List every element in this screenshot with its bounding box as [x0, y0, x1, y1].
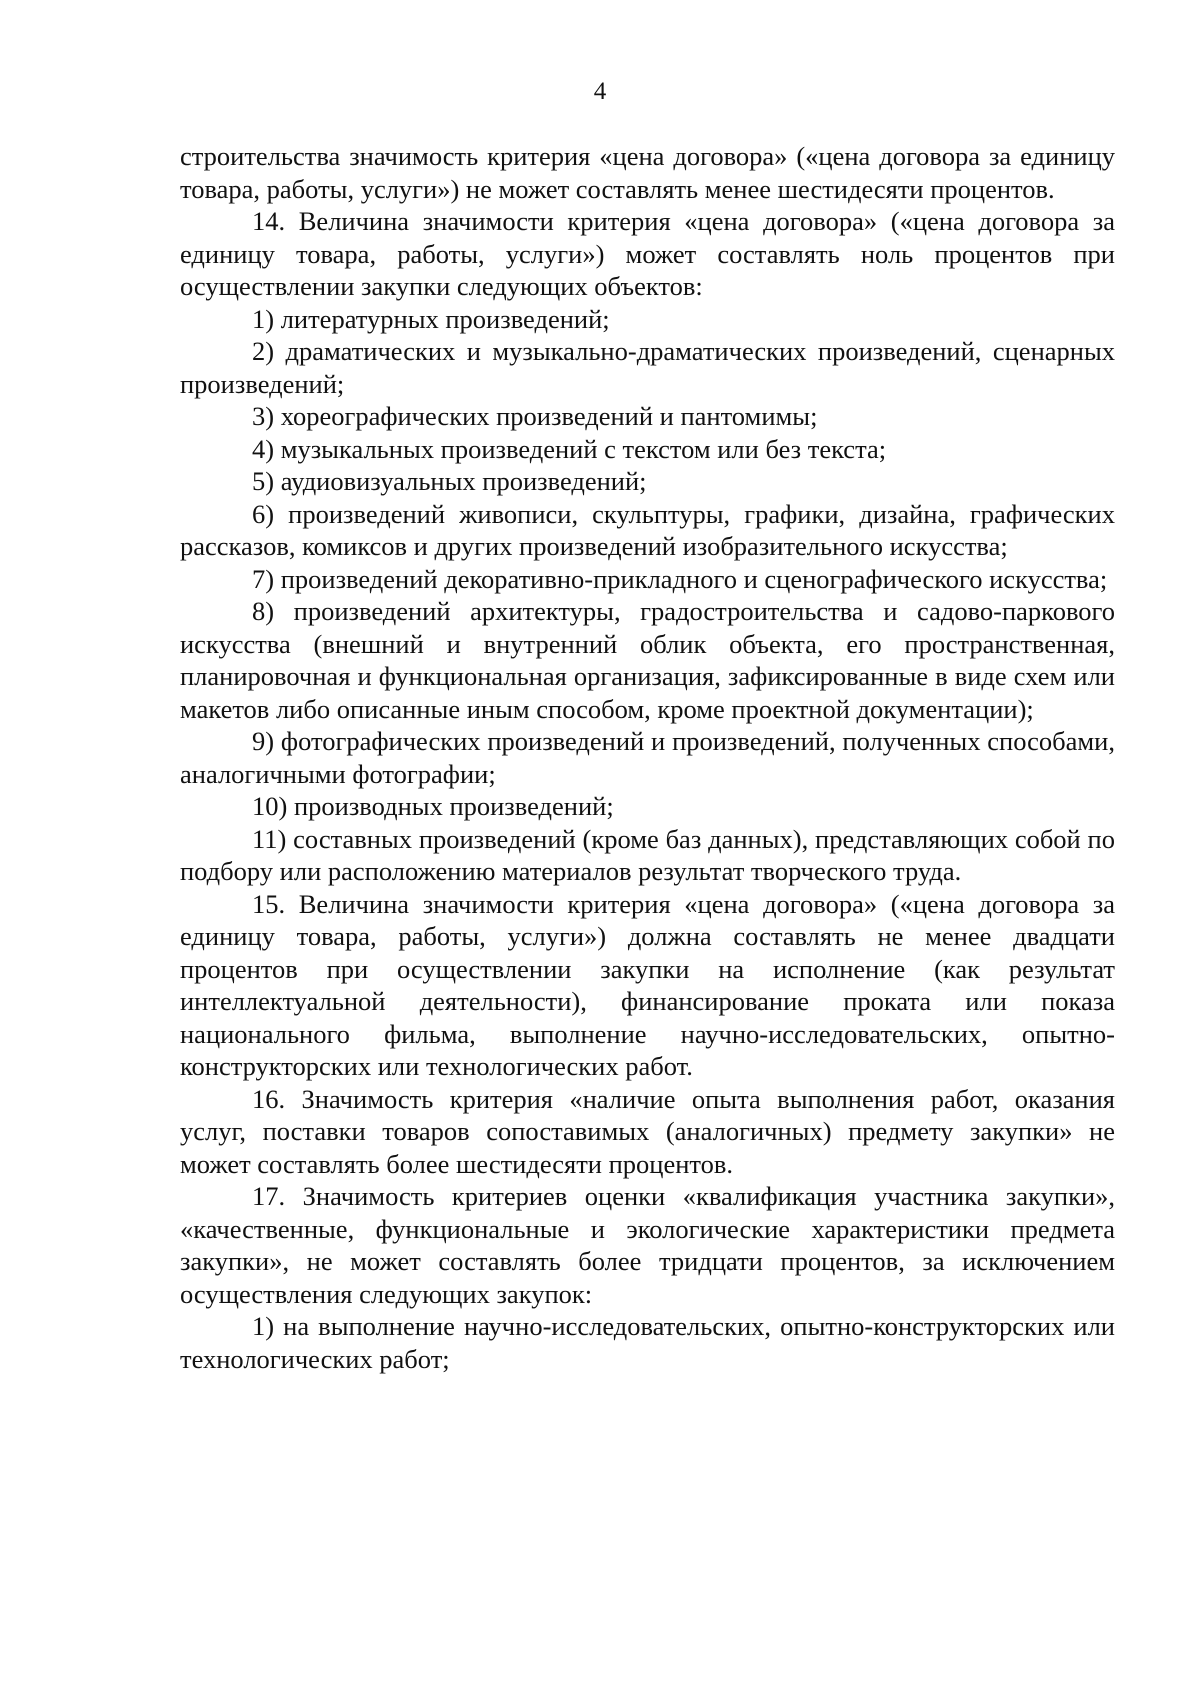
- page-number: 4: [593, 78, 607, 105]
- list-item: 3) хореографических произведений и пантомимы;: [252, 401, 818, 431]
- list-item: 6) произведений живописи, скульптуры, графики, дизайна, графических рассказов, комиксов и других произведений изобразительного искусства;: [180, 498, 1115, 561]
- list-item: 9) фотографических произведений и произведений, полученных способами, аналогичными фотографии;: [180, 726, 1115, 789]
- list-item: 8) произведений архитектуры, градостроительства и садово-паркового искусства (внешний и внутренний облик объекта, его пространственная, планировочная и функциональная организация, зафиксированные в виде схем или макетов либо описанные иным способом, кроме проектной документации);: [180, 596, 1115, 724]
- paragraph-item-16: 16. Значимость критерия «наличие опыта выполнения работ, оказания услуг, поставки товаров сопоставимых (аналогичных) предмету закупки» не может составлять более шестидесяти процентов.: [180, 1083, 1115, 1179]
- paragraph-item-14: 14. Величина значимости критерия «цена договора» («цена договора за единицу товара, работы, услуги») может составлять ноль процентов при осуществлении закупки следующих объектов:: [180, 206, 1115, 301]
- paragraph-continuation: строительства значимость критерия «цена договора» («цена договора за единицу товара, работы, услуги») не может составлять менее шестидесяти процентов.: [180, 141, 1115, 204]
- list-item: 1) на выполнение научно-исследовательских, опытно-конструкторских или технологических работ;: [180, 1311, 1115, 1374]
- paragraph-item-15: 15. Величина значимости критерия «цена договора» («цена договора за единицу товара, работы, услуги») должна составлять не менее двадцати процентов при осуществлении закупки на исполнение (как результат интеллектуальной деятельности), финансирование проката или показа национального фильма, выполнение научно-исследовательских, опытно-конструкторских или технологических работ.: [180, 888, 1115, 1081]
- list-item: 7) произведений декоративно-прикладного и сценографического искусства;: [252, 563, 1108, 594]
- list-item: 10) производных произведений;: [252, 791, 614, 821]
- list-item: 1) литературных произведений;: [252, 303, 610, 334]
- list-item: 4) музыкальных произведений с текстом или без текста;: [252, 433, 887, 464]
- list-item: 5) аудиовизуальных произведений;: [252, 466, 647, 496]
- list-item: 11) составных произведений (кроме баз данных), представляющих собой по подбору или расположению материалов результат творческого труда.: [180, 823, 1115, 886]
- list-item: 2) драматических и музыкально-драматических произведений, сценарных произведений;: [180, 336, 1115, 399]
- document-body: [180, 140, 1115, 1375]
- paragraph-item-17: 17. Значимость критериев оценки «квалификация участника закупки», «качественные, функциональные и экологические характеристики предмета закупки», не может составлять более тридцати процентов, за исключением осуществления следующих закупок:: [180, 1181, 1115, 1309]
